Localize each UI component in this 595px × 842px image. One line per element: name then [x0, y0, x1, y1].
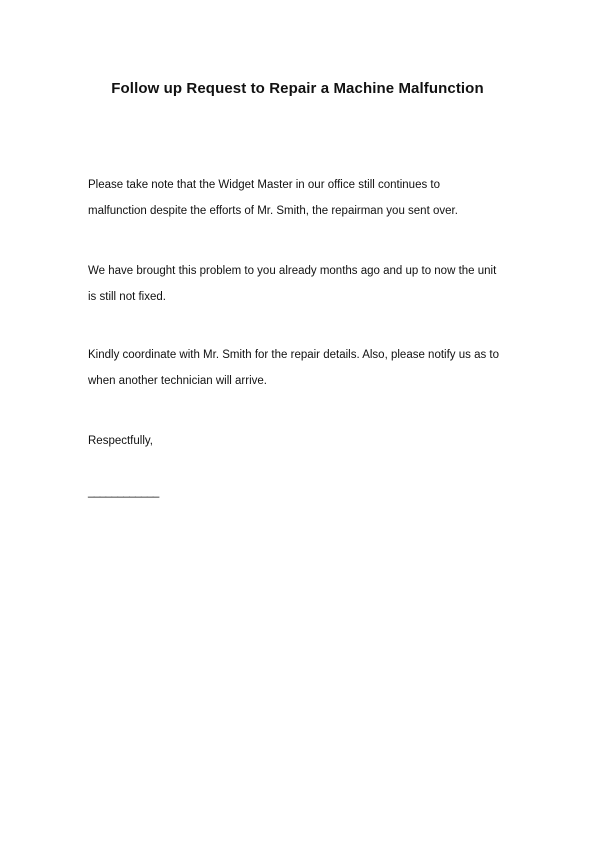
paragraph-2-line-2: is still not fixed.: [88, 291, 166, 303]
closing-salutation: Respectfully,: [88, 435, 153, 447]
paragraph-3-line-1: Kindly coordinate with Mr. Smith for the repair details. Also, please notify us as to: [88, 349, 500, 361]
document-title: Follow up Request to Repair a Machine Malfunction: [111, 80, 484, 97]
paragraph-1: [88, 172, 528, 224]
signature-line: ____________: [88, 486, 159, 498]
paragraph-3-line-2: when another technician will arrive.: [88, 375, 267, 387]
paragraph-1-line-2: malfunction despite the efforts of Mr. Smith, the repairman you sent over.: [88, 205, 458, 217]
paragraph-2-line-1: We have brought this problem to you already months ago and up to now the unit: [88, 265, 497, 277]
paragraph-1-line-1: Please take note that the Widget Master in our office still continues to: [88, 179, 441, 191]
paragraph-3: [88, 342, 528, 394]
paragraph-2: [88, 258, 528, 310]
